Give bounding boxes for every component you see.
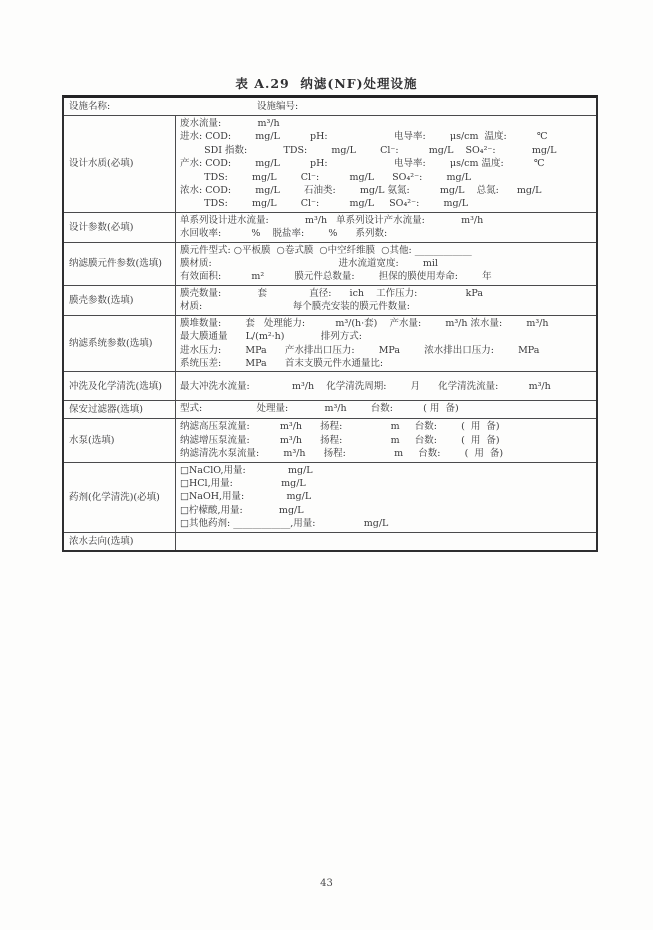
facility-name-label: 设施名称: <box>69 101 111 112</box>
row-content <box>176 286 596 315</box>
form-line: 膜壳数量: 套 直径: ich 工作压力: kPa <box>180 287 483 299</box>
row-label: 设计参数(必填) <box>64 213 176 242</box>
form-line: □其他药剂: ____________,用量: mg/L <box>180 518 389 530</box>
table-row-flushing-chemical-cleaning <box>64 371 596 400</box>
row-content <box>176 401 596 418</box>
row-content <box>176 316 596 372</box>
form-line: □HCl,用量: mg/L <box>180 477 306 489</box>
form-line: □柠檬酸,用量: mg/L <box>180 504 304 516</box>
row-content <box>176 243 596 285</box>
row-label: 纳滤系统参数(选填) <box>64 316 176 372</box>
row-label: 保安过滤器(选填) <box>64 401 176 418</box>
form-line: 系统压差: MPa 首末支膜元件水通量比: <box>180 357 384 369</box>
form-line: 最大膜通量 L/(m²·h) 排列方式: <box>180 331 362 343</box>
form-line: 有效面积: m² 膜元件总数量: 担保的膜使用寿命: 年 <box>180 271 492 283</box>
table-row-nf-system-parameters <box>64 315 596 372</box>
form-line: SDI 指数: TDS: mg/L Cl⁻: mg/L SO₄²⁻: mg/L <box>180 144 557 156</box>
row-label: 纳滤膜元件参数(选填) <box>64 243 176 285</box>
row-label: 药剂(化学清洗)(必填) <box>64 463 176 532</box>
form-line: □NaOH,用量: mg/L <box>180 491 312 503</box>
form-line: 材质: 每个膜壳安装的膜元件数量: <box>180 301 410 313</box>
form-line: 进水: COD: mg/L pH: 电导率: μs/cm 温度: ℃ <box>180 131 548 143</box>
table-row-design-water-quality <box>64 115 596 212</box>
row-label: 冲洗及化学清洗(选填) <box>64 372 176 400</box>
table-title: 表 A.29 纳滤(NF)处理设施 <box>235 76 418 91</box>
row-content <box>176 213 596 242</box>
page-number: 43 <box>320 878 333 889</box>
table-row-water-pumps <box>64 418 596 461</box>
form-line: 产水: COD: mg/L pH: 电导率: μs/cm 温度: ℃ <box>180 158 545 170</box>
table-row-membrane-element-parameters <box>64 242 596 285</box>
form-line: 纳滤高压泵流量: m³/h 扬程: m 台数: ( 用 备) <box>180 421 500 433</box>
form-line: 最大冲洗水流量: m³/h 化学清洗周期: 月 化学清洗流量: m³/h <box>180 380 551 392</box>
form-line: 单系列设计进水流量: m³/h 单系列设计产水流量: m³/h <box>180 214 484 226</box>
form-line: TDS: mg/L Cl⁻: mg/L SO₄²⁻: mg/L <box>180 171 472 183</box>
row-label: 设计水质(必填) <box>64 116 176 212</box>
form-line: 进水压力: MPa 产水排出口压力: MPa 浓水排出口压力: MPa <box>180 344 540 356</box>
form-line: 膜堆数量: 套 处理能力: m³/(h·套) 产水量: m³/h 浓水量: m³/h <box>180 317 549 329</box>
form-line: TDS: mg/L Cl⁻: mg/L SO₄²⁻: mg/L <box>180 198 469 210</box>
row-content <box>176 116 596 212</box>
row-content-empty <box>176 533 596 550</box>
table-row-chemicals <box>64 462 596 532</box>
form-line: 膜材质: 进水流道宽度: mil <box>180 258 438 270</box>
table-row-facility-header <box>64 98 596 115</box>
form-line: 膜元件型式: ○平板膜 ○卷式膜 ○中空纤维膜 ○其他: ____________ <box>180 244 472 256</box>
row-label: 浓水去向(选填) <box>64 533 176 550</box>
form-line: 废水流量: m³/h <box>180 118 280 129</box>
table-row-membrane-housing-parameters <box>64 285 596 315</box>
form-line: 水回收率: % 脱盐率: % 系列数: <box>180 228 388 240</box>
row-label: 水泵(选填) <box>64 419 176 461</box>
row-label: 膜壳参数(选填) <box>64 286 176 315</box>
row-content <box>176 372 596 400</box>
facility-no-label: 设施编号: <box>257 101 299 112</box>
row-content <box>176 463 596 532</box>
form-line: 纳滤增压泵流量: m³/h 扬程: m 台数: ( 用 备) <box>180 434 500 446</box>
form-line: 纳滤清洗水泵流量: m³/h 扬程: m 台数: ( 用 备) <box>180 448 504 460</box>
row-content <box>176 419 596 461</box>
form-line: 型式: 处理量: m³/h 台数: ( 用 备) <box>180 403 459 415</box>
table-row-design-parameters <box>64 212 596 242</box>
form-line: □NaClO,用量: mg/L <box>180 464 313 476</box>
form-line: 浓水: COD: mg/L 石油类: mg/L 氨氮: mg/L 总氮: mg/L <box>180 185 542 197</box>
facility-header-cell <box>64 98 596 115</box>
nf-facility-form-table <box>62 95 598 552</box>
table-row-security-filter <box>64 400 596 418</box>
table-row-concentrate-destination <box>64 532 596 550</box>
